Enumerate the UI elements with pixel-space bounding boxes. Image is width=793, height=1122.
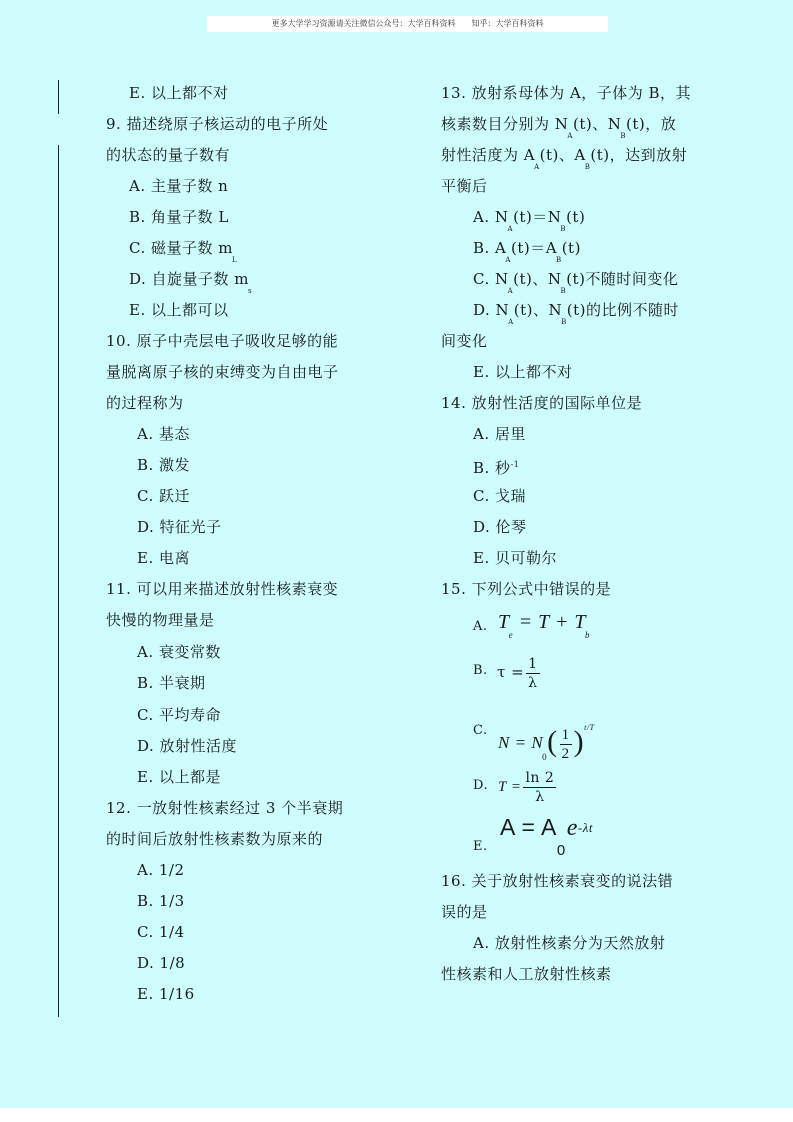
q11-option-b: B. 半衰期 (137, 674, 206, 692)
q12-stem-line1: 12. 一放射性核素经过 3 个半衰期 (106, 799, 344, 817)
q14-option-e: E. 贝可勒尔 (473, 549, 557, 567)
q13-option-d-line2: 间变化 (441, 332, 488, 350)
q13-stem-line3: 射性活度为 AA(t)、AB(t)，达到放射 (441, 146, 688, 171)
q9-option-e: E. 以上都可以 (129, 301, 229, 319)
q14-option-c: C. 戈瑞 (473, 487, 526, 505)
q9-option-b: B. 角量子数 L (129, 208, 229, 226)
q9-stem-line1: 9. 描述绕原子核运动的电子所处 (106, 115, 329, 133)
q10-stem-line2: 量脱离原子核的束缚变为自由电子 (106, 363, 339, 381)
q15-option-d-label: D. (473, 778, 489, 793)
q14-option-b: B. 秒$^{-1}$ (473, 459, 520, 477)
q15-formula-b: τ = $\frac{1}{\lambda}$ (497, 655, 538, 691)
q15-option-e-label: E. (473, 839, 488, 854)
q13-stem-line4: 平衡后 (441, 177, 488, 195)
q16-option-a-line2: 性核素和人工放射性核素 (441, 965, 612, 983)
margin-line-main (58, 145, 59, 1017)
q9-option-c: C. 磁量子数 mL (129, 239, 238, 264)
q10-stem-line1: 10. 原子中壳层电子吸收足够的能 (106, 332, 339, 350)
q12-option-c: C. 1/4 (137, 923, 185, 941)
q12-option-a: A. 1/2 (137, 861, 185, 879)
q11-option-e: E. 以上都是 (137, 768, 221, 786)
q16-option-a-line1: A. 放射性核素分为天然放射 (473, 934, 666, 952)
q12-stem-line2: 的时间后放射性核素数为原来的 (106, 830, 324, 848)
q15-option-c-label: C. (473, 723, 488, 738)
q16-stem-line2: 误的是 (441, 903, 488, 921)
q14-stem: 14. 放射性活度的国际单位是 (441, 394, 643, 412)
q10-option-a: A. 基态 (137, 425, 190, 443)
q15-option-b-label: B. (473, 663, 488, 678)
q14-option-d: D. 伦琴 (473, 518, 527, 536)
q10-option-c: C. 跃迁 (137, 487, 190, 505)
q9-option-d: D. 自旋量子数 ms (129, 270, 253, 295)
q12-option-b: B. 1/3 (137, 892, 185, 910)
q12-option-d: D. 1/8 (137, 954, 186, 972)
q15-stem: 15. 下列公式中错误的是 (441, 580, 612, 598)
q8-option-e: E. 以上都不对 (129, 84, 229, 102)
q11-stem-line1: 11. 可以用来描述放射性核素衰变 (106, 580, 339, 598)
q11-option-d: D. 放射性活度 (137, 737, 238, 755)
q15-formula-e: $A = A_0e-\lambda t$ (500, 814, 593, 859)
header-banner: 更多大学学习资源请关注微信公众号：大学百科资料 知乎：大学百科资料 (207, 16, 608, 32)
q15-formula-d: T = $\frac{\ln 2}{\lambda}$ (498, 769, 555, 805)
q13-option-a: A. NA(t)＝NB(t) (473, 208, 586, 233)
q13-option-d: D. NA(t)、NB(t)的比例不随时 (473, 301, 679, 326)
q10-stem-line3: 的过程称为 (106, 394, 184, 412)
q16-stem-line1: 16. 关于放射性核素衰变的说法错 (441, 872, 674, 890)
q12-option-e: E. 1/16 (137, 985, 195, 1003)
q15-option-a-label: A. (473, 619, 488, 634)
q15-formula-a: Te = T + Tb (498, 611, 591, 640)
q10-option-d: D. 特征光子 (137, 518, 222, 536)
q10-option-e: E. 电离 (137, 549, 190, 567)
q9-option-a: A. 主量子数 n (129, 177, 229, 195)
q11-stem-line2: 快慢的物理量是 (106, 611, 215, 629)
q9-stem-line2: 的状态的量子数有 (106, 146, 231, 164)
q13-option-c: C. NA(t)、NB(t)不随时间变化 (473, 270, 679, 295)
q14-option-a: A. 居里 (473, 425, 526, 443)
q15-formula-c: N = N0( $\frac{1}{2}$ )$^{t/T}$ (498, 723, 595, 762)
q13-option-b: B. AA(t)＝AB(t) (473, 239, 581, 264)
margin-line-top (58, 80, 59, 114)
q13-option-e: E. 以上都不对 (473, 363, 573, 381)
q11-option-c: C. 平均寿命 (137, 706, 221, 724)
q13-stem-line1: 13. 放射系母体为 A，子体为 B，其 (441, 84, 692, 102)
q10-option-b: B. 激发 (137, 456, 191, 474)
q11-option-a: A. 衰变常数 (137, 643, 221, 661)
q13-stem-line2: 核素数目分别为 NA(t)、NB(t)，放 (441, 115, 677, 140)
